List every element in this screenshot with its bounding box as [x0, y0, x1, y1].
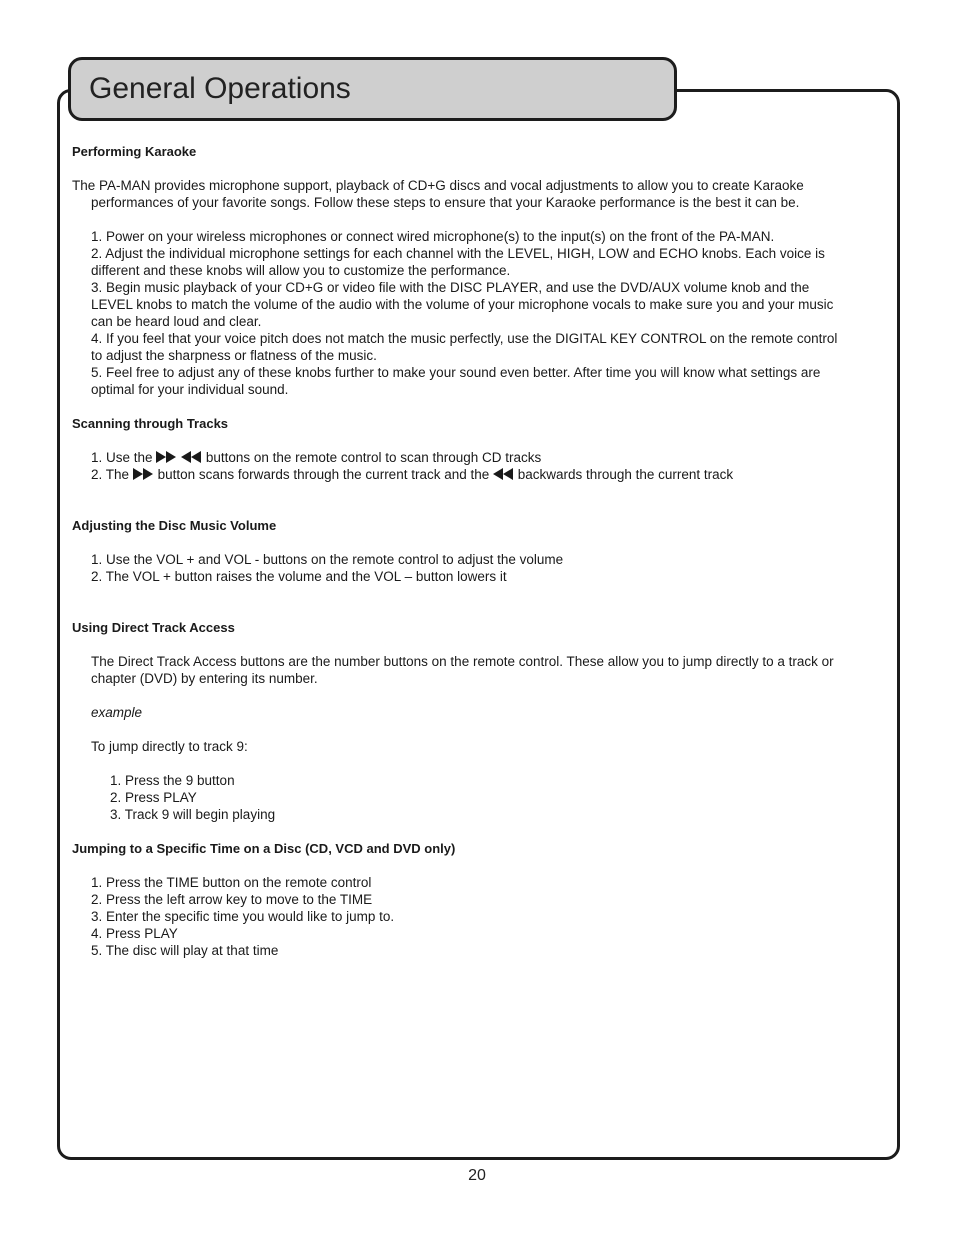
rewind-icon [181, 451, 202, 463]
scanning-step-2-mid: button scans forwards through the current track and the [157, 467, 490, 482]
scanning-step-1 [72, 449, 840, 466]
karaoke-step-3: 3. Begin music playback of your CD+G or video file with the DISC PLAYER, and use the DVD/AUX volume knob and the LEVEL knobs to match the volume of the audio with the volume of your microphone vocals to make sure you and your music can be heard loud and clear. [91, 280, 834, 329]
karaoke-step-4: 4. If you feel that your voice pitch does not match the music perfectly, use the DIGITAL KEY CONTROL on the remote control to adjust the sharpness or flatness of the music. [91, 331, 838, 363]
karaoke-step-2: 2. Adjust the individual microphone settings for each channel with the LEVEL, HIGH, LOW and ECHO knobs. Each voice is different and these knobs will allow you to customize the performance. [91, 246, 825, 278]
scanning-step-2-prefix: 2. The [91, 467, 130, 482]
heading-scanning-tracks: Scanning through Tracks [72, 416, 229, 431]
scanning-step-1-prefix: 1. Use the [91, 450, 153, 465]
direct-step-1: 1. Press the 9 button [110, 773, 235, 788]
scanning-step-1-suffix: buttons on the remote control to scan through CD tracks [205, 450, 542, 465]
karaoke-step-1: 1. Power on your wireless microphones or connect wired microphone(s) to the input(s) on the front of the PA-MAN. [91, 229, 775, 244]
heading-direct-track-access: Using Direct Track Access [72, 620, 235, 635]
heading-specific-time: Jumping to a Specific Time on a Disc (CD, VCD and DVD only) [72, 841, 456, 856]
volume-step-1: 1. Use the VOL + and VOL - buttons on the remote control to adjust the volume [91, 552, 564, 567]
direct-lead: To jump directly to track 9: [91, 739, 248, 754]
time-step-3: 3. Enter the specific time you would like to jump to. [91, 909, 395, 924]
example-text: example [91, 705, 143, 720]
fast-forward-icon [133, 468, 154, 480]
direct-paragraph: The Direct Track Access buttons are the number buttons on the remote control. These allow you to jump directly to a track or chapter (DVD) by entering its number. [91, 654, 834, 686]
content [72, 143, 840, 959]
header-tab [68, 57, 677, 121]
heading-performing-karaoke: Performing Karaoke [72, 144, 197, 159]
rewind-icon [493, 468, 514, 480]
scanning-step-2-suffix: backwards through the current track [517, 467, 734, 482]
volume-step-2: 2. The VOL + button raises the volume and the VOL – button lowers it [91, 569, 507, 584]
direct-example-label [72, 704, 840, 721]
fast-forward-icon [156, 451, 177, 463]
direct-step-3: 3. Track 9 will begin playing [110, 807, 276, 822]
time-step-4: 4. Press PLAY [91, 926, 178, 941]
direct-step-2: 2. Press PLAY [110, 790, 197, 805]
page-number: 20 [468, 1167, 486, 1184]
page-title: General Operations [89, 72, 351, 105]
time-step-1: 1. Press the TIME button on the remote control [91, 875, 372, 890]
time-step-2: 2. Press the left arrow key to move to the TIME [91, 892, 373, 907]
karaoke-step-5: 5. Feel free to adjust any of these knobs further to make your sound even better. After time you will know what settings are optimal for your individual sound. [91, 365, 821, 397]
heading-disc-volume: Adjusting the Disc Music Volume [72, 518, 277, 533]
scanning-step-2 [72, 466, 840, 483]
time-step-5: 5. The disc will play at that time [91, 943, 279, 958]
karaoke-intro: The PA-MAN provides microphone support, playback of CD+G discs and vocal adjustments to allow you to create Karaoke performances of your favorite songs. Follow these steps to ensure that your Karaoke performance is the best it can be. [72, 178, 804, 210]
